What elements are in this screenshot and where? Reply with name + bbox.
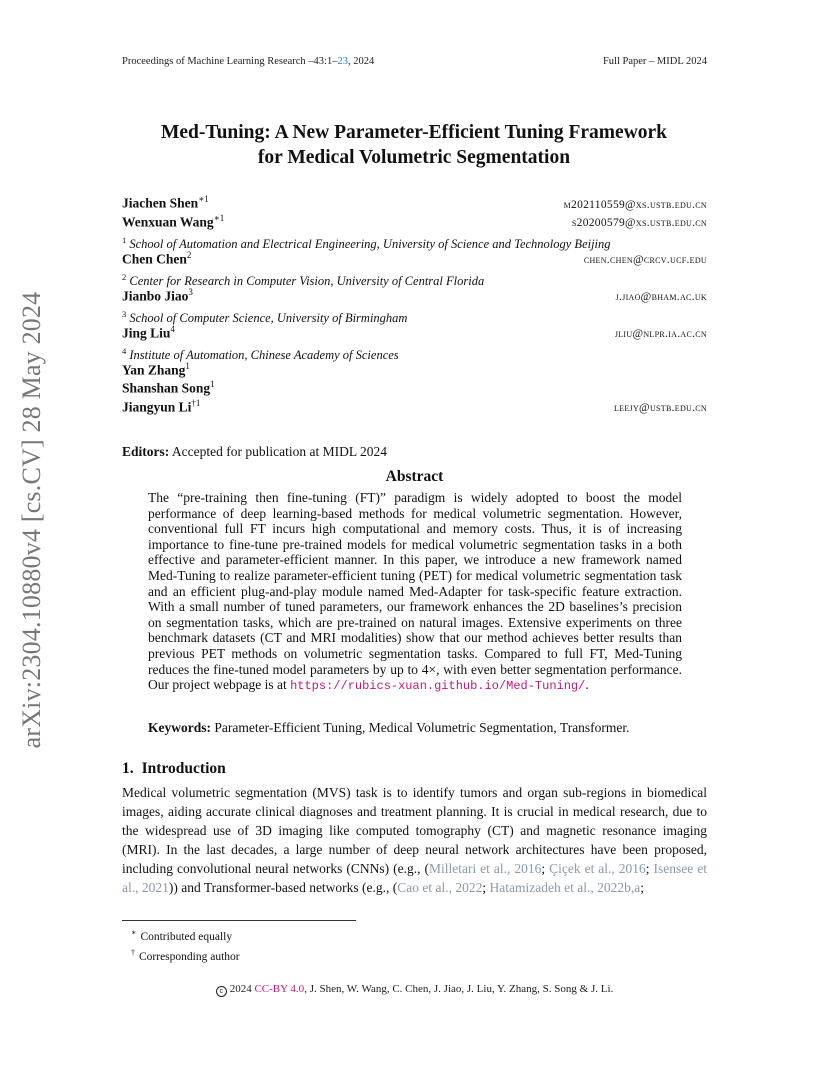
citation-link[interactable]: ,a — [630, 880, 641, 895]
running-head — [122, 56, 707, 67]
author-name: Jiangyun Li — [122, 399, 192, 414]
copyright-line: c 2024 CC-BY 4.0, J. Shen, W. Wang, C. Chen, J. Jiao, J. Liu, Y. Zhang, S. Song & J. Li. — [122, 983, 707, 997]
affiliation: $^3$ School of Computer Science, University of Birmingham — [122, 309, 408, 326]
citation-link[interactable]: Çiçek et al., 2016 — [549, 861, 646, 876]
affiliation: $^2$ Center for Research in Computer Vision, University of Central Florida — [122, 272, 485, 289]
author-row: Wenxuan Wang$^{∗1}$ s20200579@xs.ustb.edu.cn — [122, 212, 707, 229]
author-name: Jianbo Jiao — [122, 288, 189, 303]
author-name: Jing Liu — [122, 325, 171, 340]
author-row: Jing Liu$^4$ jliu@nlpr.ia.ac.cn — [122, 323, 707, 340]
paper-title — [100, 120, 728, 170]
author-email[interactable]: m202110559@xs.ustb.edu.cn — [563, 198, 707, 211]
author-name: Jiachen Shen — [122, 195, 199, 211]
abstract-heading: Abstract — [385, 468, 444, 485]
proceedings-line: Proceedings of Machine Learning Research –43:1–23, 2024 — [122, 56, 375, 67]
footnote-divider — [122, 920, 356, 921]
footnote: ∗ Contributed equally — [131, 928, 233, 943]
author-row: Yan Zhang$^1$ — [122, 360, 190, 377]
author-name: Chen Chen — [122, 251, 187, 266]
author-row: Jiachen Shen$^{∗1}$ m202110559@xs.ustb.edu.cn — [122, 194, 707, 211]
author-row: Chen Chen$^2$ chen.chen@crcv.ucf.edu — [122, 249, 707, 266]
arxiv-id: arXiv:2304.10880v4 [cs.CV] 28 May 2024 — [17, 291, 46, 749]
arxiv-side-label — [6, 280, 58, 760]
license-link[interactable]: CC-BY 4.0 — [254, 983, 305, 995]
author-email[interactable]: jliu@nlpr.ia.ac.cn — [614, 328, 707, 340]
title-line-2: for Medical Volumetric Segmentation — [257, 147, 571, 168]
editors-line: Editors: Accepted for publication at MIDL 2024 — [122, 444, 387, 459]
citation-link[interactable]: Isensee et al., 2021 — [122, 861, 707, 895]
footnotes — [131, 925, 240, 966]
author-name: Shanshan Song — [122, 380, 211, 396]
abstract-body: The “pre-training then fine-tuning (FT)” paradigm is widely adopted to boost the model performance of deep learning-based methods for medical volumetric segmentation. However, conventional full FT incurs high computational and memory costs. Thus, it is of increasing importance to fine-tune pre-trained models for medical volumetric segmentation tasks in a both effective and parameter-efficient manner. In this paper, we introduce a new framework named Med-Tuning to realize parameter-efficient tuning (PET) for medical volumetric segmentation task and an efficient plug-and-play module named Med-Adapter for task-specific feature extraction. With a small number of tuned parameters, our framework enhances the 2D baselines’s precision on segmentation tasks, which are pre-trained on natural images. Extensive experiments on three benchmark datasets (CT and MRI modalities) show that our method achieves better results than previous PET methods on volumetric segmentation tasks. Compared to full FT, Med-Tuning reduces the fine-tuned model parameters by up to 4×, with even better segmentation performance. Our project webpage is at https://rubics-xuan.github.io/Med-Tuning/. — [148, 490, 682, 694]
venue-line: Full Paper – MIDL 2024 — [602, 56, 707, 67]
author-row: Shanshan Song$^1$ — [122, 379, 215, 396]
author-name: Wenxuan Wang — [122, 214, 214, 229]
author-email[interactable]: chen.chen@crcv.ucf.edu — [583, 254, 707, 266]
page-count-link[interactable]: 23 — [337, 56, 348, 67]
author-name: Yan Zhang — [122, 362, 186, 377]
author-row: Jianbo Jiao$^3$ j.jiao@bham.ac.uk — [122, 286, 707, 303]
keywords-line: Keywords: Parameter-Efficient Tuning, Medical Volumetric Segmentation, Transformer. — [148, 720, 630, 735]
footnote: † Corresponding author — [131, 948, 240, 964]
section-heading: 1. Introduction — [122, 760, 226, 777]
citation-link[interactable]: Hatamizadeh et al., 2022b — [489, 880, 631, 895]
title-line-1: Med-Tuning: A New Parameter-Efficient Tuning Framework — [160, 122, 668, 143]
author-email[interactable]: s20200579@xs.ustb.edu.cn — [571, 217, 707, 229]
affiliation: $^1$ School of Automation and Electrical Engineering, University of Science and Technology Beijing — [122, 235, 611, 252]
citation-link[interactable]: Cao et al., 2022 — [397, 880, 483, 895]
affiliation: $^4$ Institute of Automation, Chinese Academy of Sciences — [122, 346, 399, 363]
citation-link[interactable]: Milletari et al., 2016 — [428, 861, 542, 876]
project-url-link[interactable]: https://rubics-xuan.github.io/Med-Tuning/ — [290, 679, 586, 694]
intro-paragraph: Medical volumetric segmentation (MVS) task is to identify tumors and organ sub-regions in biomedical images, aiding accurate clinical diagnoses and treatment planning. It is crucial in medical research, due to the widespread use of 3D imaging like computed tomography (CT) and magnetic resonance imaging (MRI). In the last decades, a large number of deep neural network architectures have been proposed, including convolutional neural networks (CNNs) (e.g., (Milletari et al., 2016; Çiçek et al., 2016; Isensee et al., 2021)) and Transformer-based networks (e.g., (Cao et al., 2022; Hatamizadeh et al., 2022b,a; — [122, 785, 707, 895]
author-email[interactable]: leejy@ustb.edu.cn — [614, 402, 707, 414]
author-block — [122, 194, 707, 416]
author-row: Jiangyun Li$^{\dagger 1}$ leejy@ustb.edu.cn — [122, 397, 707, 414]
copyright-icon: c — [216, 986, 227, 997]
author-email[interactable]: j.jiao@bham.ac.uk — [615, 291, 707, 303]
